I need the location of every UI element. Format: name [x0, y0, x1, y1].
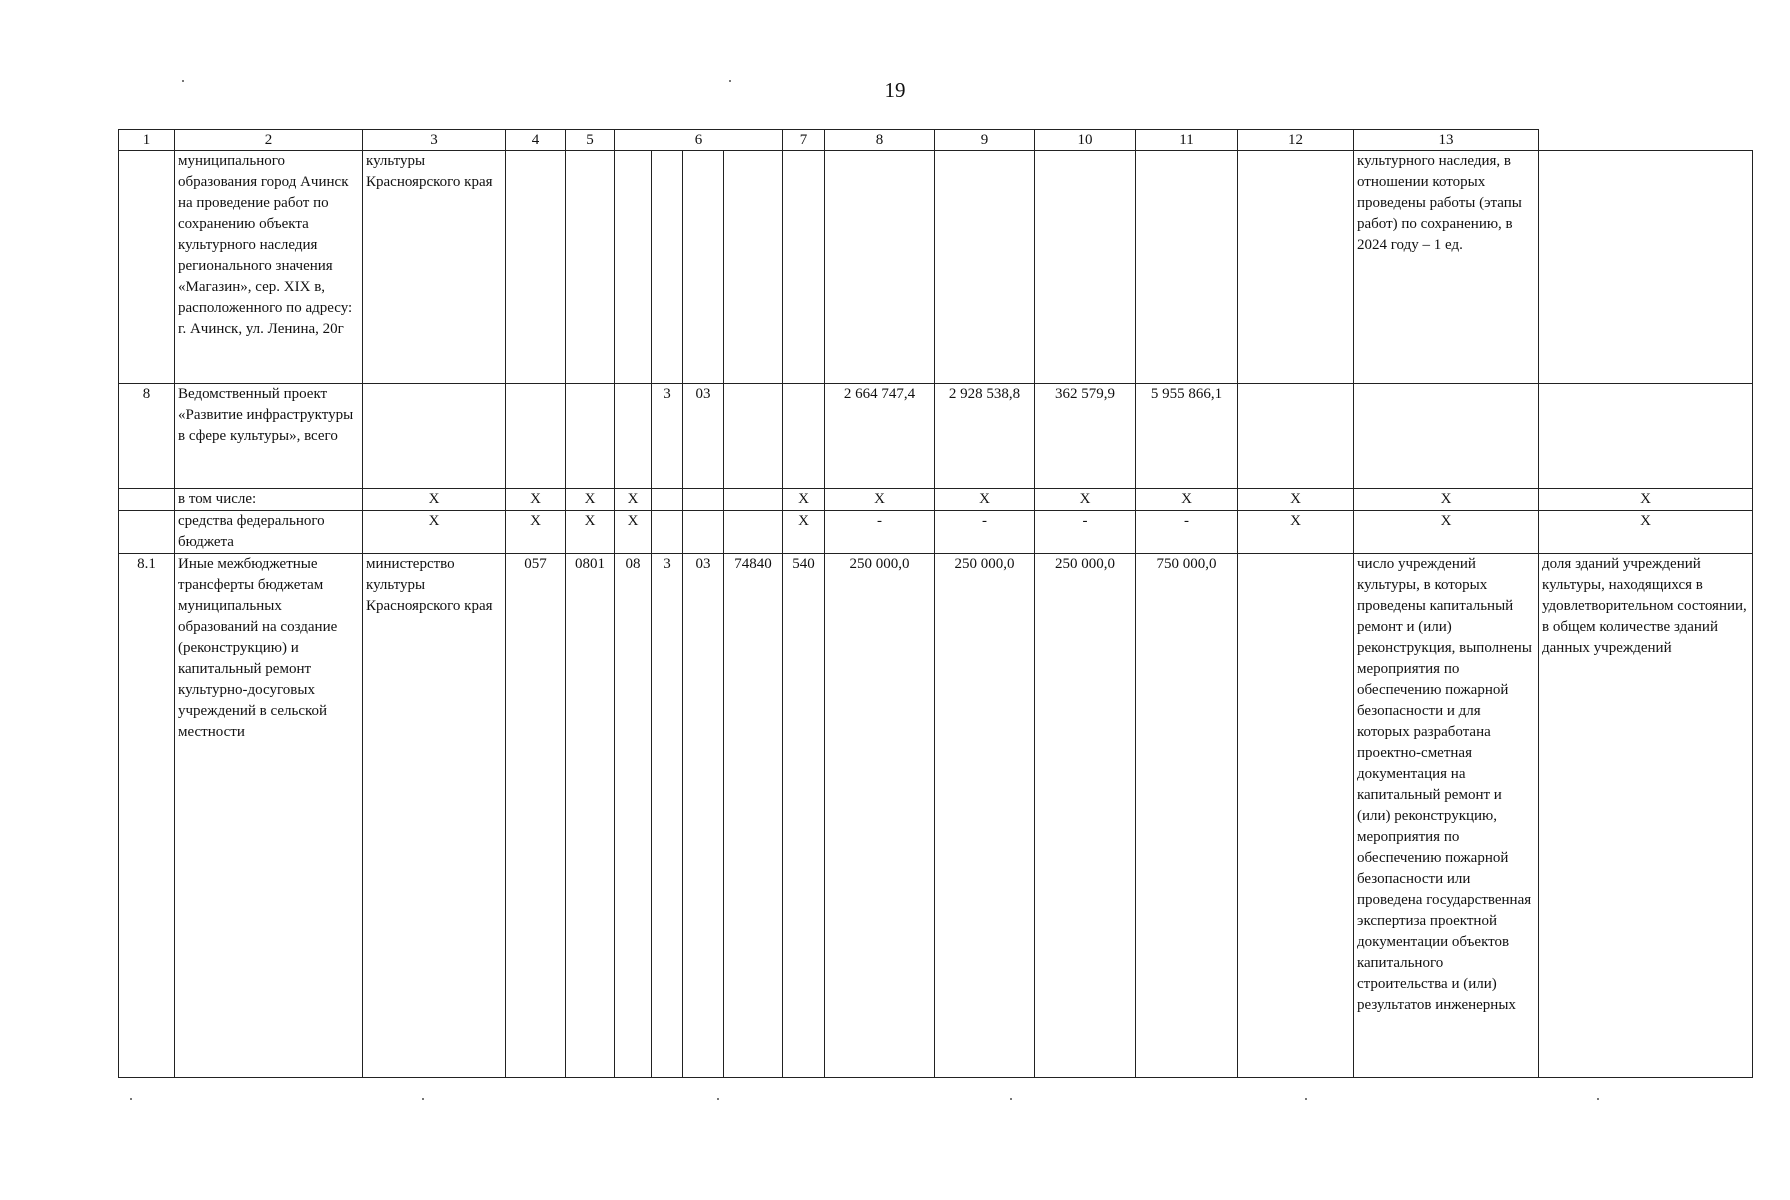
x-mark: Х: [783, 489, 825, 511]
column-header: 5: [566, 130, 615, 151]
table-cell: [783, 151, 825, 384]
row-name: Иные межбюджетные трансферты бюджетам муниципальных образований на создание (реконструкцию) и капитальный ремонт культурно-досуговых учреждений в сельской местности: [175, 554, 363, 1078]
table-cell: [119, 489, 175, 511]
x-mark: Х: [783, 511, 825, 554]
table-cell: [724, 511, 783, 554]
table-cell: [825, 151, 935, 384]
header-row: [119, 130, 1753, 151]
scan-dot: [1010, 1098, 1012, 1100]
row-label: средства федерального бюджета: [175, 511, 363, 554]
x-mark: Х: [506, 489, 566, 511]
table-cell: [1354, 384, 1539, 489]
scan-dot: [130, 1098, 132, 1100]
x-mark: Х: [363, 489, 506, 511]
table-cell: [652, 489, 683, 511]
amount-cell: 250 000,0: [935, 554, 1035, 1078]
table-row: [119, 489, 1753, 511]
table-cell: [1035, 151, 1136, 384]
table-cell: [119, 151, 175, 384]
amount-cell: 2 664 747,4: [825, 384, 935, 489]
table-cell: [615, 151, 652, 384]
column-header: 9: [935, 130, 1035, 151]
amount-cell: 2 928 538,8: [935, 384, 1035, 489]
x-mark: Х: [825, 489, 935, 511]
column-header: 1: [119, 130, 175, 151]
amount-cell: 5 955 866,1: [1136, 384, 1238, 489]
dash-mark: -: [935, 511, 1035, 554]
table-cell: 0801: [566, 554, 615, 1078]
amount-cell: 362 579,9: [1035, 384, 1136, 489]
x-mark: Х: [1354, 489, 1539, 511]
table-cell: 3: [652, 554, 683, 1078]
table-cell: 3: [652, 384, 683, 489]
column-header: 11: [1136, 130, 1238, 151]
table-cell: [783, 384, 825, 489]
budget-table: [118, 129, 1753, 1078]
table-cell: 08: [615, 554, 652, 1078]
table-cell: муниципального образования город Ачинск на проведение работ по сохранению объекта культурного наследия регионального значения «Магазин», сер. XIX в, расположенного по адресу: г. Ачинск, ул. Ленина, 20г: [175, 151, 363, 384]
x-mark: Х: [935, 489, 1035, 511]
table-cell: [506, 151, 566, 384]
table-cell: 540: [783, 554, 825, 1078]
x-mark: Х: [363, 511, 506, 554]
x-mark: Х: [566, 511, 615, 554]
scan-dot: [729, 80, 731, 82]
table-cell: [724, 489, 783, 511]
amount-cell: 250 000,0: [1035, 554, 1136, 1078]
table-cell: 03: [683, 384, 724, 489]
row-number: 8.1: [119, 554, 175, 1078]
table-cell: [1136, 151, 1238, 384]
column-header: 3: [363, 130, 506, 151]
amount-cell: 250 000,0: [825, 554, 935, 1078]
x-mark: Х: [506, 511, 566, 554]
page-number: 19: [884, 78, 906, 102]
dash-mark: -: [825, 511, 935, 554]
x-mark: Х: [1035, 489, 1136, 511]
column-header: 12: [1238, 130, 1354, 151]
indicator-cell: доля зданий учреждений культуры, находящихся в удовлетворительном состоянии, в общем количестве зданий данных учреждений: [1539, 554, 1753, 1078]
dash-mark: -: [1035, 511, 1136, 554]
table-cell: [935, 151, 1035, 384]
dash-mark: -: [1136, 511, 1238, 554]
row-number: 8: [119, 384, 175, 489]
table-cell: [724, 384, 783, 489]
column-header: 10: [1035, 130, 1136, 151]
column-header: 7: [783, 130, 825, 151]
table-cell: [683, 151, 724, 384]
table-cell: [1238, 384, 1354, 489]
column-header: 6: [615, 130, 783, 151]
table-cell: 03: [683, 554, 724, 1078]
table-cell: [1539, 384, 1753, 489]
table-cell: [683, 511, 724, 554]
x-mark: Х: [1539, 511, 1753, 554]
amount-cell: 750 000,0: [1136, 554, 1238, 1078]
column-header: 8: [825, 130, 935, 151]
table-cell: [652, 151, 683, 384]
table-row: [119, 554, 1753, 1078]
x-mark: Х: [1354, 511, 1539, 554]
row-name: Ведомственный проект «Развитие инфраструктуры в сфере культуры», всего: [175, 384, 363, 489]
table-cell: [1238, 151, 1354, 384]
table-cell: [652, 511, 683, 554]
table-cell: культурного наследия, в отношении которых проведены работы (этапы работ) по сохранению, в 2024 году – 1 ед.: [1354, 151, 1539, 384]
x-mark: Х: [615, 489, 652, 511]
table-cell: культуры Красноярского края: [363, 151, 506, 384]
scan-dot: [182, 80, 184, 82]
table-cell: [566, 151, 615, 384]
column-header: 2: [175, 130, 363, 151]
scan-dot: [717, 1098, 719, 1100]
ministry-cell: министерство культуры Красноярского края: [363, 554, 506, 1078]
x-mark: Х: [1238, 511, 1354, 554]
x-mark: Х: [1136, 489, 1238, 511]
scan-dot: [422, 1098, 424, 1100]
column-header: 13: [1354, 130, 1539, 151]
table-row: [119, 511, 1753, 554]
scan-dot: [1305, 1098, 1307, 1100]
table-cell: [1238, 554, 1354, 1078]
x-mark: Х: [615, 511, 652, 554]
table-cell: [724, 151, 783, 384]
table-row: [119, 151, 1753, 384]
table-cell: [683, 489, 724, 511]
table-row: [119, 384, 1753, 489]
table-cell: [566, 384, 615, 489]
table-cell: 057: [506, 554, 566, 1078]
x-mark: Х: [566, 489, 615, 511]
table-cell: [615, 384, 652, 489]
column-header: 4: [506, 130, 566, 151]
row-label: в том числе:: [175, 489, 363, 511]
x-mark: Х: [1238, 489, 1354, 511]
table-cell: [506, 384, 566, 489]
table-cell: 74840: [724, 554, 783, 1078]
x-mark: Х: [1539, 489, 1753, 511]
scan-dot: [1597, 1098, 1599, 1100]
table-cell: [1539, 151, 1753, 384]
table-cell: [119, 511, 175, 554]
table-cell: [363, 384, 506, 489]
indicator-cell: число учреждений культуры, в которых проведены капитальный ремонт и (или) реконструкция, выполнены мероприятия по обеспечению пожарной безопасности и для которых разработана проектно-сметная документация на капитальный ремонт и (или) реконструкцию, мероприятия по обеспечению пожарной безопасности или проведена государственная экспертиза проектной документации объектов капитального строительства и (или) результатов инженерных: [1354, 554, 1539, 1078]
